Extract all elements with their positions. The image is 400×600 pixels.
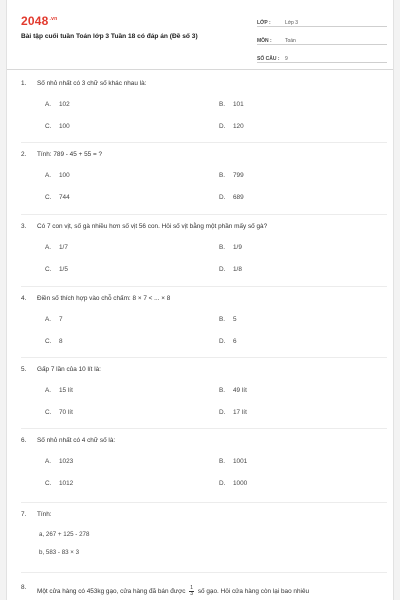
option-letter: C. <box>45 338 52 345</box>
document-page <box>6 0 394 600</box>
answer-option[interactable] <box>219 172 244 179</box>
option-value: 5 <box>233 316 237 323</box>
option-value: 8 <box>59 338 63 345</box>
option-value: 1000 <box>233 480 248 487</box>
question-separator <box>21 214 387 215</box>
option-value: 1/5 <box>59 266 68 273</box>
fraction-denominator: 3 <box>190 591 194 597</box>
option-letter: B. <box>219 458 226 465</box>
option-letter: D. <box>219 409 226 416</box>
question-text: Số nhỏ nhất có 4 chữ số là: <box>37 437 116 444</box>
option-letter: B. <box>219 387 226 394</box>
question-number: 1. <box>21 80 27 87</box>
fraction-numerator: 1 <box>190 585 194 591</box>
answer-option[interactable] <box>45 172 70 179</box>
option-value: 744 <box>59 194 70 201</box>
option-letter: C. <box>45 266 52 273</box>
answer-option[interactable] <box>219 244 242 251</box>
question-separator <box>21 428 387 429</box>
question-separator <box>21 357 387 358</box>
option-value: 100 <box>59 123 70 130</box>
option-letter: A. <box>45 458 52 465</box>
option-letter: D. <box>219 194 226 201</box>
meta-row-class <box>257 12 387 27</box>
question-separator <box>21 142 387 143</box>
option-value: 799 <box>233 172 244 179</box>
option-value: 6 <box>233 338 237 345</box>
fraction <box>189 586 194 597</box>
option-letter: A. <box>45 387 52 394</box>
answer-option[interactable] <box>45 458 73 465</box>
question-text-after: số gạo. Hỏi cửa hàng còn lại bao nhiêu <box>197 588 310 596</box>
answer-option[interactable] <box>219 458 247 465</box>
logo-text: 2048 <box>21 14 49 28</box>
question-text: Có 7 con vịt, số gà nhiều hơn số vịt 56 con. Hỏi số vịt bằng một phần mấy số gà? <box>37 223 268 230</box>
option-letter: C. <box>45 194 52 201</box>
option-value: 1012 <box>59 480 74 487</box>
question-number: 3. <box>21 223 27 230</box>
option-letter: B. <box>219 172 226 179</box>
meta-value: 9 <box>285 56 288 62</box>
option-value: 7 <box>59 316 63 323</box>
question-text-before: Một cửa hàng có 453kg gạo, cửa hàng đã bán được <box>37 588 186 596</box>
answer-option[interactable] <box>45 244 68 251</box>
option-value: 49 lít <box>233 387 247 394</box>
option-value: 120 <box>233 123 244 130</box>
option-letter: B. <box>219 244 226 251</box>
answer-option[interactable] <box>45 338 63 345</box>
meta-row-count <box>257 48 387 63</box>
meta-label: SỐ CÂU : <box>257 56 280 62</box>
answer-option[interactable] <box>219 266 242 273</box>
question-text: Gấp 7 lần của 10 lít là: <box>37 366 101 373</box>
question-separator <box>21 502 387 503</box>
question-text: Tính: <box>37 511 52 518</box>
option-value: 1/8 <box>233 266 242 273</box>
question-text: Điền số thích hợp vào chỗ chấm: 8 × 7 < ... × 8 <box>37 295 171 302</box>
answer-option[interactable] <box>219 409 247 416</box>
logo-suffix: .vn <box>49 16 58 22</box>
site-logo[interactable] <box>21 14 57 28</box>
question-separator <box>21 572 387 573</box>
question-number: 2. <box>21 151 27 158</box>
answer-option[interactable] <box>45 123 70 130</box>
question-text: Số nhỏ nhất có 3 chữ số khác nhau là: <box>37 80 147 87</box>
document-header <box>7 0 393 70</box>
question-number: 5. <box>21 366 27 373</box>
answer-option[interactable] <box>219 123 244 130</box>
option-value: 100 <box>59 172 70 179</box>
question-text <box>37 586 309 597</box>
answer-option[interactable] <box>219 480 247 487</box>
meta-value: Toán <box>285 38 296 44</box>
option-letter: C. <box>45 480 52 487</box>
option-value: 102 <box>59 101 70 108</box>
option-letter: C. <box>45 409 52 416</box>
answer-option[interactable] <box>219 338 237 345</box>
question-7-part-b: b, 583 - 83 × 3 <box>39 549 80 556</box>
option-value: 1/9 <box>233 244 242 251</box>
answer-option[interactable] <box>45 266 68 273</box>
meta-label: MÔN : <box>257 38 272 44</box>
answer-option[interactable] <box>45 480 73 487</box>
option-value: 689 <box>233 194 244 201</box>
option-letter: B. <box>219 316 226 323</box>
option-letter: D. <box>219 266 226 273</box>
meta-info <box>257 12 387 66</box>
question-number: 4. <box>21 295 27 302</box>
question-separator <box>21 286 387 287</box>
answer-option[interactable] <box>45 101 70 108</box>
option-letter: D. <box>219 123 226 130</box>
option-letter: A. <box>45 101 52 108</box>
meta-row-subject <box>257 30 387 45</box>
option-letter: A. <box>45 172 52 179</box>
option-value: 1/7 <box>59 244 68 251</box>
page-title: Bài tập cuối tuần Toán lớp 3 Tuần 18 có đáp án (Đề số 3) <box>21 33 198 40</box>
option-value: 1023 <box>59 458 74 465</box>
meta-value: Lớp 3 <box>285 20 299 26</box>
answer-option[interactable] <box>45 194 70 201</box>
option-letter: C. <box>45 123 52 130</box>
option-letter: A. <box>45 244 52 251</box>
answer-option[interactable] <box>45 316 63 323</box>
option-value: 15 lít <box>59 387 73 394</box>
answer-option[interactable] <box>45 387 73 394</box>
option-letter: D. <box>219 480 226 487</box>
option-value: 1001 <box>233 458 248 465</box>
meta-label: LỚP : <box>257 20 271 26</box>
question-number: 8. <box>21 584 27 591</box>
question-7-part-a: a, 267 + 125 - 278 <box>39 531 90 538</box>
option-letter: B. <box>219 101 226 108</box>
question-text: Tính: 789 - 45 + 55 = ? <box>37 151 103 158</box>
option-value: 17 lít <box>233 409 247 416</box>
answer-option[interactable] <box>219 316 237 323</box>
answer-option[interactable] <box>219 194 244 201</box>
answer-option[interactable] <box>219 387 247 394</box>
option-value: 70 lít <box>59 409 73 416</box>
answer-option[interactable] <box>45 409 73 416</box>
answer-option[interactable] <box>219 101 244 108</box>
option-value: 101 <box>233 101 244 108</box>
question-number: 6. <box>21 437 27 444</box>
option-letter: A. <box>45 316 52 323</box>
option-letter: D. <box>219 338 226 345</box>
question-number: 7. <box>21 511 27 518</box>
